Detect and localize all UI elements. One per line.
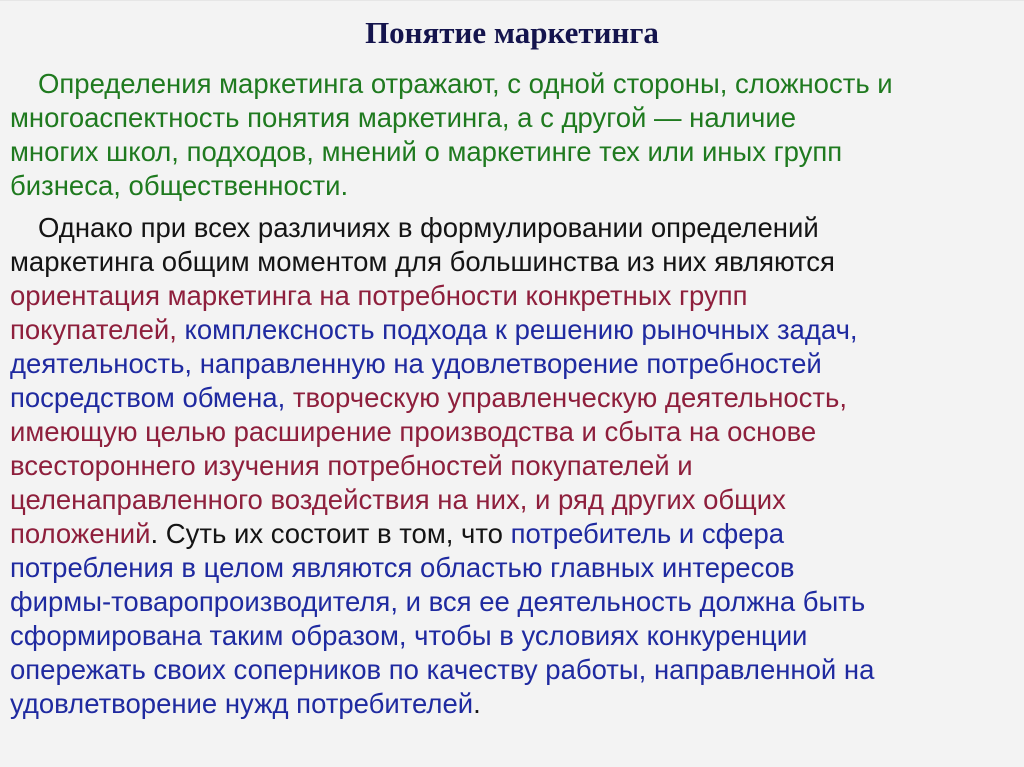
text-red: положений: [10, 518, 151, 549]
paragraph-2-line-6: [10, 381, 847, 415]
slide-title: Понятие маркетинга: [365, 15, 659, 50]
paragraph-2-line-5: деятельность, направленную на удовлетворение потребностей: [10, 348, 822, 379]
paragraph-2-line-10: [10, 517, 784, 551]
paragraph-2-line-1: Однако при всех различиях в формулировании определений: [38, 212, 819, 243]
paragraph-2-line-8: всестороннего изучения потребностей покупателей и: [10, 450, 693, 481]
paragraph-2-line-14: опережать своих соперников по качеству работы, направленной на: [10, 654, 875, 685]
paragraph-2-line-2: маркетинга общим моментом для большинства из них являются: [10, 246, 835, 277]
text-dark: . Суть их состоит в том, что: [150, 518, 511, 549]
paragraph-2-line-9: целенаправленного воздействия на них, и ряд других общих: [10, 484, 786, 515]
text-red: покупателей,: [10, 314, 177, 345]
paragraph-1-line-4: бизнеса, общественности.: [10, 170, 349, 201]
paragraph-1-line-1: Определения маркетинга отражают, с одной стороны, сложность и: [38, 68, 893, 99]
text-dark: .: [473, 688, 481, 719]
paragraph-2-line-11: потребления в целом являются областью главных интересов: [10, 552, 795, 583]
paragraph-1-line-3: многих школ, подходов, мнений о маркетинге тех или иных групп: [10, 136, 843, 167]
paragraph-2-line-3: ориентация маркетинга на потребности конкретных групп: [10, 280, 748, 311]
paragraph-2-line-13: сформирована таким образом, чтобы в условиях конкуренции: [10, 620, 808, 651]
paragraph-2-line-7: имеющую целью расширение производства и сбыта на основе: [10, 416, 817, 447]
text-blue: удовлетворение нужд потребителей: [10, 688, 474, 719]
text-red: творческую управленческую деятельность,: [285, 382, 847, 413]
paragraph-2-line-12: фирмы-товаропроизводителя, и вся ее деятельность должна быть: [10, 586, 866, 617]
paragraph-2-line-15: [10, 687, 481, 721]
paragraph-1-line-2: многоаспектность понятия маркетинга, а с другой — наличие: [10, 102, 797, 133]
text-blue: комплексность подхода к решению рыночных задач,: [176, 314, 858, 345]
text-blue: посредством обмена,: [10, 382, 286, 413]
text-blue: потребитель и сфера: [510, 518, 785, 549]
paragraph-2-line-4: [10, 313, 858, 347]
